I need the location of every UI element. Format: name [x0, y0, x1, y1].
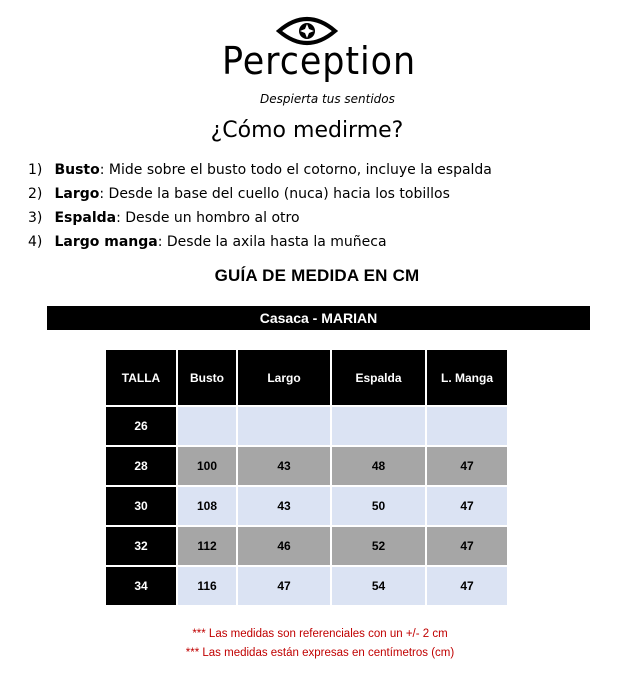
instruction-term: Espalda [54, 210, 117, 226]
largo-cell: 43 [237, 486, 331, 526]
size-cell: 30 [105, 486, 177, 526]
table-row [105, 526, 508, 566]
instruction-term: Largo [54, 186, 100, 202]
header-largo: Largo [237, 349, 331, 406]
largo-cell: 47 [237, 566, 331, 606]
manga-cell: 47 [426, 446, 508, 486]
instruction-number: 2) [28, 186, 43, 202]
instruction-number: 4) [28, 234, 43, 250]
size-cell: 26 [105, 406, 177, 446]
instruction-desc: : Desde la base del cuello (nuca) hacia los tobillos [99, 186, 450, 202]
guide-title: GUÍA DE MEDIDA EN CM [214, 266, 420, 285]
instruction-number: 3) [28, 210, 43, 226]
busto-cell: 112 [177, 526, 237, 566]
instruction-term: Busto [54, 162, 100, 178]
espalda-cell: 48 [331, 446, 426, 486]
page-heading: ¿Cómo medirme? [210, 118, 404, 143]
manga-cell: 47 [426, 486, 508, 526]
size-cell: 32 [105, 526, 177, 566]
size-cell: 28 [105, 446, 177, 486]
largo-cell [237, 406, 331, 446]
manga-cell: 47 [426, 526, 508, 566]
table-row [105, 486, 508, 526]
instruction-item [28, 182, 492, 206]
brand-tagline: Despierta tus sentidos [260, 92, 395, 106]
instruction-term: Largo manga [54, 234, 158, 250]
instruction-desc: : Mide sobre el busto todo el cotorno, incluye la espalda [99, 162, 492, 178]
size-cell: 34 [105, 566, 177, 606]
busto-cell: 100 [177, 446, 237, 486]
table-header-row [105, 349, 508, 406]
espalda-cell: 52 [331, 526, 426, 566]
header-manga: L. Manga [426, 349, 508, 406]
instruction-desc: : Desde un hombro al otro [116, 210, 300, 226]
table-row [105, 406, 508, 446]
instruction-desc: : Desde la axila hasta la muñeca [157, 234, 387, 250]
instruction-number: 1) [28, 162, 43, 178]
largo-cell: 43 [237, 446, 331, 486]
header-busto: Busto [177, 349, 237, 406]
espalda-cell: 54 [331, 566, 426, 606]
busto-cell: 116 [177, 566, 237, 606]
header-talla: TALLA [105, 349, 177, 406]
busto-cell: 108 [177, 486, 237, 526]
manga-cell: 47 [426, 566, 508, 606]
instruction-item [28, 206, 492, 230]
footnote: *** Las medidas están expresas en centímetros (cm) [185, 647, 455, 659]
brand-logo-text: Perception [222, 39, 417, 83]
instructions-list [28, 158, 492, 254]
model-title-bar: Casaca - MARIAN [47, 306, 590, 330]
header-espalda: Espalda [331, 349, 426, 406]
table-row [105, 566, 508, 606]
busto-cell [177, 406, 237, 446]
largo-cell: 46 [237, 526, 331, 566]
footnote: *** Las medidas son referenciales con un +/- 2 cm [192, 628, 448, 640]
espalda-cell: 50 [331, 486, 426, 526]
espalda-cell [331, 406, 426, 446]
size-table [104, 348, 509, 607]
footnotes [0, 625, 640, 663]
table-row [105, 446, 508, 486]
manga-cell [426, 406, 508, 446]
instruction-item [28, 158, 492, 182]
instruction-item [28, 230, 492, 254]
